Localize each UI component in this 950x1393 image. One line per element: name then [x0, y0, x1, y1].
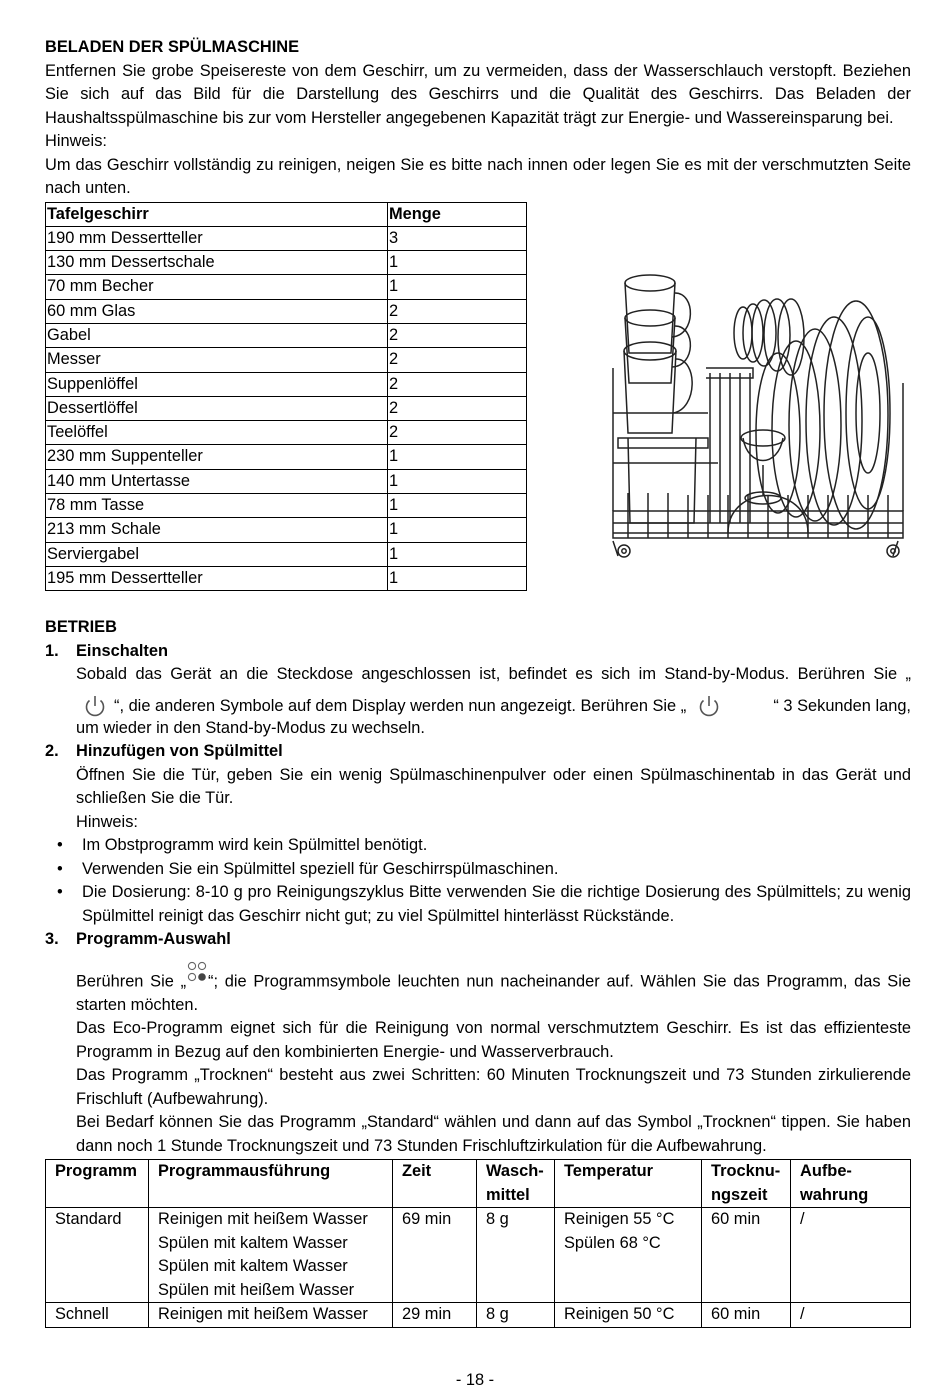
tableware-table [45, 202, 527, 592]
quantity-cell: 2 [388, 348, 527, 372]
drying-program-text: Das Programm „Trocknen“ besteht aus zwei Schritten: 60 Minuten Trocknungszeit und 73 Stunden zirkulierende Frischluft (Aufbewahrung). [76, 1066, 911, 1108]
quantity-cell: 2 [388, 323, 527, 347]
quantity-cell: 2 [388, 299, 527, 323]
standard-program-text: Bei Bedarf können Sie das Programm „Standard“ wählen und dann auf das Symbol „Trocknen“ tippen. Sie haben dann noch 1 Stunde Trocknungszeit und 73 Stunden Frischluftzirkulation für die Aufbewahrung. [76, 1113, 911, 1155]
table-row [46, 494, 527, 518]
table-header-row [46, 202, 527, 226]
table-row [46, 542, 527, 566]
tableware-cell: 60 mm Glas [46, 299, 388, 323]
section-program-select [45, 928, 911, 1158]
table-row [46, 469, 527, 493]
detergent-bullets [45, 834, 911, 928]
tableware-cell: Teelöffel [46, 421, 388, 445]
program-cell: Standard [46, 1208, 149, 1303]
loading-title: BELADEN DER SPÜLMASCHINE [45, 38, 300, 56]
table-row [46, 275, 527, 299]
tableware-cell: 78 mm Tasse [46, 494, 388, 518]
section-title: Hinzufügen von Spülmittel [76, 742, 283, 761]
detergent-text: Öffnen Sie die Tür, geben Sie ein wenig Spülmaschinenpulver oder einen Spülmaschinentab in das Gerät und schließen Sie die Tür. [76, 765, 911, 808]
execution-step: Reinigen mit heißem Wasser [158, 1305, 368, 1324]
dish-rack-illustration [568, 233, 908, 573]
table-row [46, 1303, 911, 1328]
tableware-cell: 70 mm Becher [46, 275, 388, 299]
tableware-cell: Dessertlöffel [46, 396, 388, 420]
header-drying: Trocknu- ngszeit [702, 1160, 791, 1208]
switch-on-text-d: um wieder in den Stand-by-Modus zu wechseln. [76, 718, 425, 737]
table-header-row [46, 1160, 911, 1208]
switch-on-text-c: “ 3 Sekunden lang, [773, 696, 911, 715]
table-row [46, 348, 527, 372]
quantity-cell: 1 [388, 566, 527, 590]
quantity-cell: 1 [388, 251, 527, 275]
table-row [46, 445, 527, 469]
execution-cell [149, 1303, 393, 1328]
header-execution: Programmausführung [149, 1160, 393, 1208]
execution-step: Spülen mit kaltem Wasser [158, 1233, 348, 1252]
temperature-cell [555, 1303, 702, 1328]
temperature-cell [555, 1208, 702, 1303]
header-quantity: Menge [388, 202, 527, 226]
header-time: Zeit [393, 1160, 477, 1208]
header-storage: Aufbe- wahrung [791, 1160, 911, 1208]
quantity-cell: 3 [388, 226, 527, 250]
header-tableware: Tafelgeschirr [46, 202, 388, 226]
quantity-cell: 1 [388, 518, 527, 542]
table-row [46, 566, 527, 590]
section-number: 2. [45, 742, 59, 761]
quantity-cell: 2 [388, 421, 527, 445]
table-row [46, 372, 527, 396]
detergent-note-label: Hinweis: [76, 812, 138, 831]
tableware-cell: Gabel [46, 323, 388, 347]
power-icon [696, 693, 722, 719]
program-dots-icon [186, 960, 208, 986]
tableware-cell: Serviergabel [46, 542, 388, 566]
list-item: • Im Obstprogramm wird kein Spülmittel benötigt. [57, 836, 428, 855]
table-row [46, 226, 527, 250]
switch-on-text-a: Sobald das Gerät an die Steckdose angeschlossen ist, befindet es sich im Stand-by-Modus. Berühren Sie „ [76, 665, 911, 684]
time-cell: 29 min [393, 1303, 477, 1328]
quantity-cell: 1 [388, 445, 527, 469]
program-table [45, 1159, 911, 1328]
page-content [45, 36, 911, 1328]
tableware-cell: Messer [46, 348, 388, 372]
drying-cell: 60 min [702, 1208, 791, 1303]
storage-cell: / [791, 1208, 911, 1303]
tableware-cell: 195 mm Dessertteller [46, 566, 388, 590]
header-temperature: Temperatur [555, 1160, 702, 1208]
quantity-cell: 2 [388, 396, 527, 420]
loading-intro: Entfernen Sie grobe Speisereste von dem Geschirr, um zu vermeiden, dass der Wasserschlauch verstopft. Beziehen Sie sich auf das Bild für die Darstellung des Geschirrs und die Qualität des Geschirrs. Das Beladen der Haushaltsspülmaschine bis zur vom Hersteller angegebenen Kapazität trägt zur Energie- und Wassereinsparung bei. [45, 61, 911, 127]
execution-step: Spülen mit heißem Wasser [158, 1280, 355, 1299]
table-row [46, 251, 527, 275]
execution-step: Reinigen mit heißem Wasser [158, 1210, 368, 1229]
table-row [46, 299, 527, 323]
loading-note-label: Hinweis: [45, 132, 107, 150]
tableware-cell: Suppenlöffel [46, 372, 388, 396]
temperature-value: Spülen 68 °C [564, 1233, 661, 1252]
tableware-cell: 190 mm Dessertteller [46, 226, 388, 250]
tableware-cell: 213 mm Schale [46, 518, 388, 542]
section-title: Einschalten [76, 641, 168, 660]
execution-step: Spülen mit kaltem Wasser [158, 1257, 348, 1276]
program-select-text: Berühren Sie „ “; die Programmsymbole leuchten nun nacheinander auf. Wählen Sie das Programm, das Sie starten möchten. [76, 960, 911, 1018]
eco-program-text: Das Eco-Programm eignet sich für die Reinigung von normal verschmutztem Geschirr. Es ist das effizienteste Programm in Bezug auf den kombinierten Energie- und Wasserverbrauch. [76, 1019, 911, 1061]
temperature-value: Reinigen 55 °C [564, 1210, 675, 1229]
quantity-cell: 1 [388, 275, 527, 299]
table-row [46, 421, 527, 445]
tableware-cell: 230 mm Suppenteller [46, 445, 388, 469]
loading-note-text: Um das Geschirr vollständig zu reinigen, neigen Sie es bitte nach innen oder legen Sie es mit der verschmutzten Seite nach unten. [45, 155, 911, 197]
storage-cell: / [791, 1303, 911, 1328]
drying-cell: 60 min [702, 1303, 791, 1328]
list-item: • Die Dosierung: 8-10 g pro Reinigungszyklus Bitte verwenden Sie die richtige Dosierung des Spülmittels; zu wenig Spülmittel reinigt das Geschirr nicht gut; zu viel Spülmittel hinterlässt Rückstände. [57, 883, 911, 925]
tableware-cell: 140 mm Untertasse [46, 469, 388, 493]
page-number: - 18 - [455, 1371, 495, 1389]
quantity-cell: 2 [388, 372, 527, 396]
detergent-cell: 8 g [477, 1208, 555, 1303]
section-number: 3. [45, 930, 59, 949]
program-cell: Schnell [46, 1303, 149, 1328]
table-row [46, 518, 527, 542]
temperature-value: Reinigen 50 °C [564, 1305, 675, 1324]
table-row [46, 323, 527, 347]
section-switch-on [45, 640, 911, 741]
header-detergent: Wasch- mittel [477, 1160, 555, 1208]
quantity-cell: 1 [388, 542, 527, 566]
power-icon [82, 693, 108, 719]
operation-title: BETRIEB [45, 618, 117, 637]
quantity-cell: 1 [388, 494, 527, 518]
tableware-cell: 130 mm Dessertschale [46, 251, 388, 275]
execution-cell [149, 1208, 393, 1303]
quantity-cell: 1 [388, 469, 527, 493]
time-cell: 69 min [393, 1208, 477, 1303]
section-detergent [45, 740, 911, 928]
section-number: 1. [45, 641, 59, 660]
table-row [46, 1208, 911, 1303]
header-program: Programm [46, 1160, 149, 1208]
detergent-cell: 8 g [477, 1303, 555, 1328]
list-item: • Verwenden Sie ein Spülmittel speziell für Geschirrspülmaschinen. [57, 859, 559, 878]
table-row [46, 396, 527, 420]
switch-on-text-b: “, die anderen Symbole auf dem Display werden nun angezeigt. Berühren Sie „ [114, 696, 687, 715]
section-title: Programm-Auswahl [76, 930, 231, 949]
